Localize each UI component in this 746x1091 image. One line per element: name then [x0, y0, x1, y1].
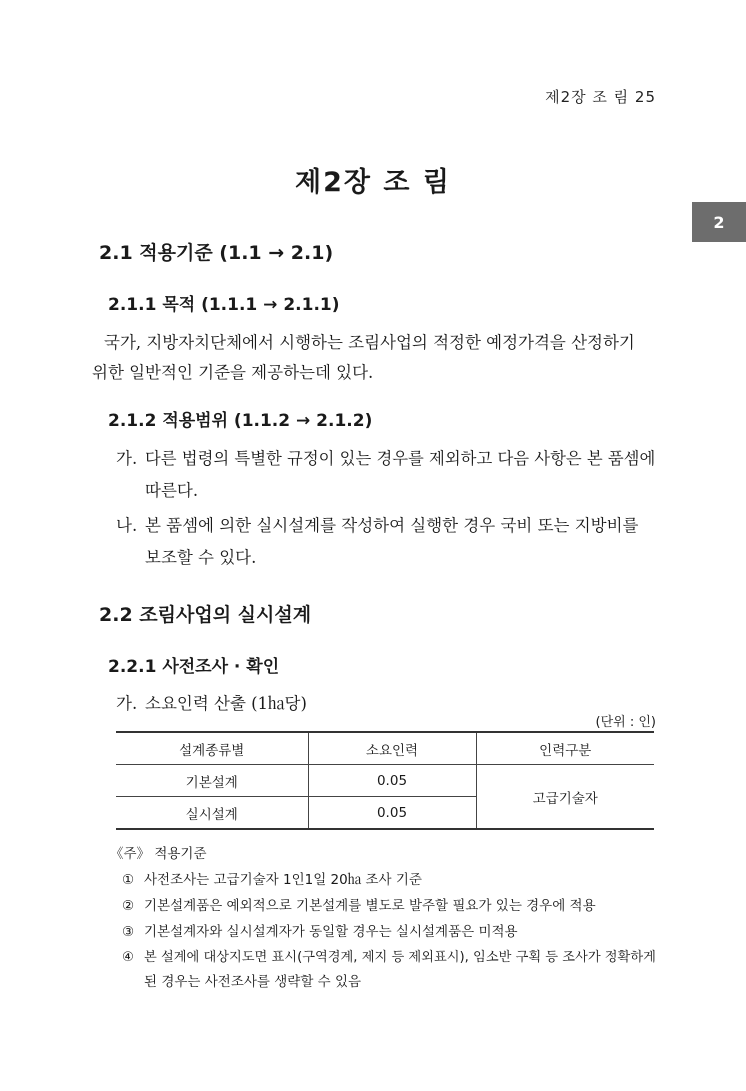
note-continuation: 된 경우는 사전조사를 생략할 수 있음: [144, 974, 362, 990]
unit-note: (단위 : 인): [595, 715, 656, 730]
note-number: ③: [122, 924, 135, 940]
subsection-heading-2-2-1: 2.2.1 사전조사 · 확인: [108, 657, 280, 677]
purpose-para-line-1: 국가, 지방자치단체에서 시행하는 조림사업의 적정한 예정가격을 산정하기: [104, 333, 635, 352]
purpose-para-line-2: 위한 일반적인 기준을 제공하는데 있다.: [92, 363, 374, 382]
subsection-heading-2-1-2: 2.1.2 적용범위 (1.1.2 → 2.1.2): [108, 411, 373, 431]
labor-item-text: 소요인력 산출 (1㏊당): [145, 694, 307, 713]
labor-table: [116, 731, 654, 830]
note-item: [122, 946, 656, 965]
scope-item-marker: 가.: [116, 449, 138, 468]
subsection-heading-2-1-1: 2.1.1 목적 (1.1.1 → 2.1.1): [108, 295, 340, 315]
design-type-cell: 실시설계: [116, 797, 308, 830]
table-row: [116, 765, 654, 797]
column-header: 소요인력: [308, 732, 476, 765]
note-number: ④: [122, 950, 134, 965]
labor-category-cell: 고급기술자: [476, 765, 654, 830]
running-header: 제2장 조 림 25: [545, 88, 656, 106]
note-item: [122, 868, 422, 888]
scope-item-line-2: 보조할 수 있다.: [145, 548, 257, 567]
scope-item-line-2: 따른다.: [145, 481, 199, 500]
note-number: ①: [122, 872, 135, 888]
design-type-cell: 기본설계: [116, 765, 308, 797]
column-header: 인력구분: [476, 732, 654, 765]
column-header: 설계종류별: [116, 732, 308, 765]
scope-item-line-1: 본 품셈에 의한 실시설계를 작성하여 실행한 경우 국비 또는 지방비를: [145, 516, 639, 535]
scope-item-marker: 나.: [116, 516, 138, 535]
labor-cell: 0.05: [308, 765, 476, 797]
note-text: 기본설계품은 예외적으로 기본설계를 별도로 발주할 필요가 있는 경우에 적용: [144, 898, 596, 914]
note-item: [122, 894, 596, 914]
chapter-title: 제2장 조 림: [295, 167, 451, 198]
notes-title: 《주》 적용기준: [110, 846, 207, 862]
section-heading-2-1: 2.1 적용기준 (1.1 → 2.1): [99, 242, 334, 264]
note-text: 기본설계자와 실시설계자가 동일할 경우는 실시설계품은 미적용: [144, 924, 518, 940]
section-heading-2-2: 2.2 조림사업의 실시설계: [99, 604, 312, 626]
note-text: 사전조사는 고급기술자 1인1일 20㏊ 조사 기준: [144, 872, 422, 888]
scope-item-line-1: 다른 법령의 특별한 규정이 있는 경우를 제외하고 다음 사항은 본 품셈에: [145, 449, 656, 468]
labor-cell: 0.05: [308, 797, 476, 830]
note-text: 본 설계에 대상지도면 표시(구역경계, 제지 등 제외표시), 임소반 구획 등 조사가 정확하게: [144, 950, 656, 965]
chapter-tab: 2: [692, 202, 746, 242]
table-header-row: [116, 732, 654, 765]
note-number: ②: [122, 898, 135, 914]
note-item: [122, 920, 518, 940]
labor-item-marker: 가.: [116, 694, 138, 713]
